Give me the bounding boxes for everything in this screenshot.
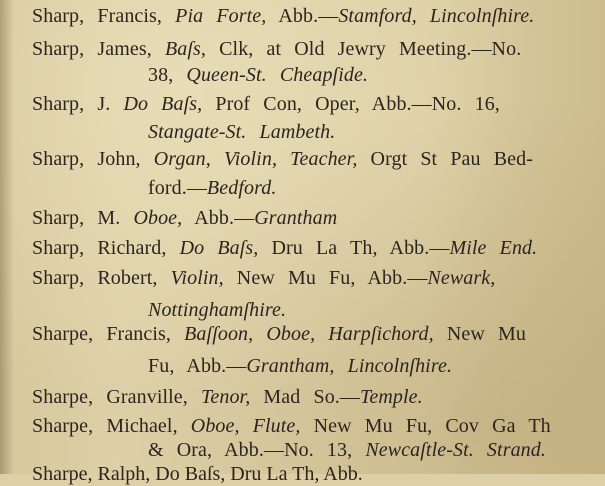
entry-text: 38, [148,64,174,86]
entry-italic-text: Grantham [254,207,338,229]
entry-line [32,236,537,260]
entry-line [32,37,521,61]
entry-italic-text: Newark, [427,267,496,289]
entry-text: Prof Con, Oper, Abb.—No. 16, [202,93,500,115]
entry-italic-text: Oboe, [120,207,183,229]
entry-text: Orgt St Pau Bed- [357,148,533,170]
entry-italic-text: Bedford. [206,177,277,199]
entry-continuation-line [148,120,335,144]
entry-italic-text: Pia Forte, [162,5,267,27]
entry-text: New Mu Fu, Abb.— [223,267,428,289]
entry-name: Sharp, J. [32,93,111,115]
entry-name: Sharp, James, [32,38,152,60]
entry-continuation-line [148,298,286,322]
entry-italic-text: Do Baſs, [110,93,203,115]
binding-shadow [0,0,14,474]
entry-text: Dru La Th, Abb.— [258,237,450,259]
entry-text: Fu, Abb.— [148,355,247,377]
entry-name: Sharp, Francis, [32,5,163,27]
entry-line [32,206,337,230]
entry-italic-text: Baſſoon, Oboe, Harpſichord, [171,323,434,345]
entry-line [32,266,495,290]
entry-line [32,385,423,409]
entry-line [32,322,526,346]
entry-continuation-line [148,354,452,378]
entry-text: Mad So.— [250,386,360,408]
entry-name: Sharp, Robert, [32,267,158,289]
entry-continuation-line [148,176,276,200]
entry-italic-text: Oboe, Flute, [177,415,301,437]
entry-text: & Ora, Abb.—No. 13, [148,439,353,461]
entry-line [32,147,533,171]
entry-text: New Mu Fu, Cov Ga Th [300,415,551,437]
entry-line [32,92,500,116]
entry-italic-text: Baſs, [151,38,207,60]
entry-continuation-line [148,63,368,87]
entry-italic-text: Organ, Violin, Teacher, [140,148,358,170]
entry-italic-text: Temple. [360,386,423,408]
entry-line [32,4,534,28]
entry-text: ford.— [148,177,207,199]
entry-italic-text: Grantham, Lincolnſhire. [246,355,453,377]
entry-italic-text: Stangate-St. Lambeth. [148,121,336,143]
entry-italic-text: Do Baſs, [166,237,259,259]
cut-off-entry: Sharpe, Ralph, Do Baſs, Dru La Th, Abb. [32,463,363,485]
entry-text: Abb.— [182,207,255,229]
entry-italic-text: Nottinghamſhire. [148,299,287,321]
entry-italic-text: Stamford, Lincolnſhire. [338,5,535,27]
entry-name: Sharp, M. [32,207,121,229]
entry-italic-text: Violin, [157,267,224,289]
entry-text: New Mu [433,323,526,345]
entry-name: Sharp, John, [32,148,141,170]
entry-text: Clk, at Old Jewry Meeting.—No. [206,38,522,60]
entry-name: Sharpe, Michael, [32,415,178,437]
entry-italic-text: Newcaſtle-St. Strand. [352,439,546,461]
entry-name: Sharpe, Francis, [32,323,172,345]
entry-text: Abb.— [266,5,339,27]
entry-line [32,414,551,438]
entry-continuation-line [148,438,546,462]
entry-italic-text: Mile End. [449,237,538,259]
entry-name: Sharp, Richard, [32,237,167,259]
entry-italic-text: Tenor, [187,386,251,408]
entry-name: Sharpe, Granville, [32,386,188,408]
entry-italic-text: Queen-St. Cheapſide. [173,64,369,86]
